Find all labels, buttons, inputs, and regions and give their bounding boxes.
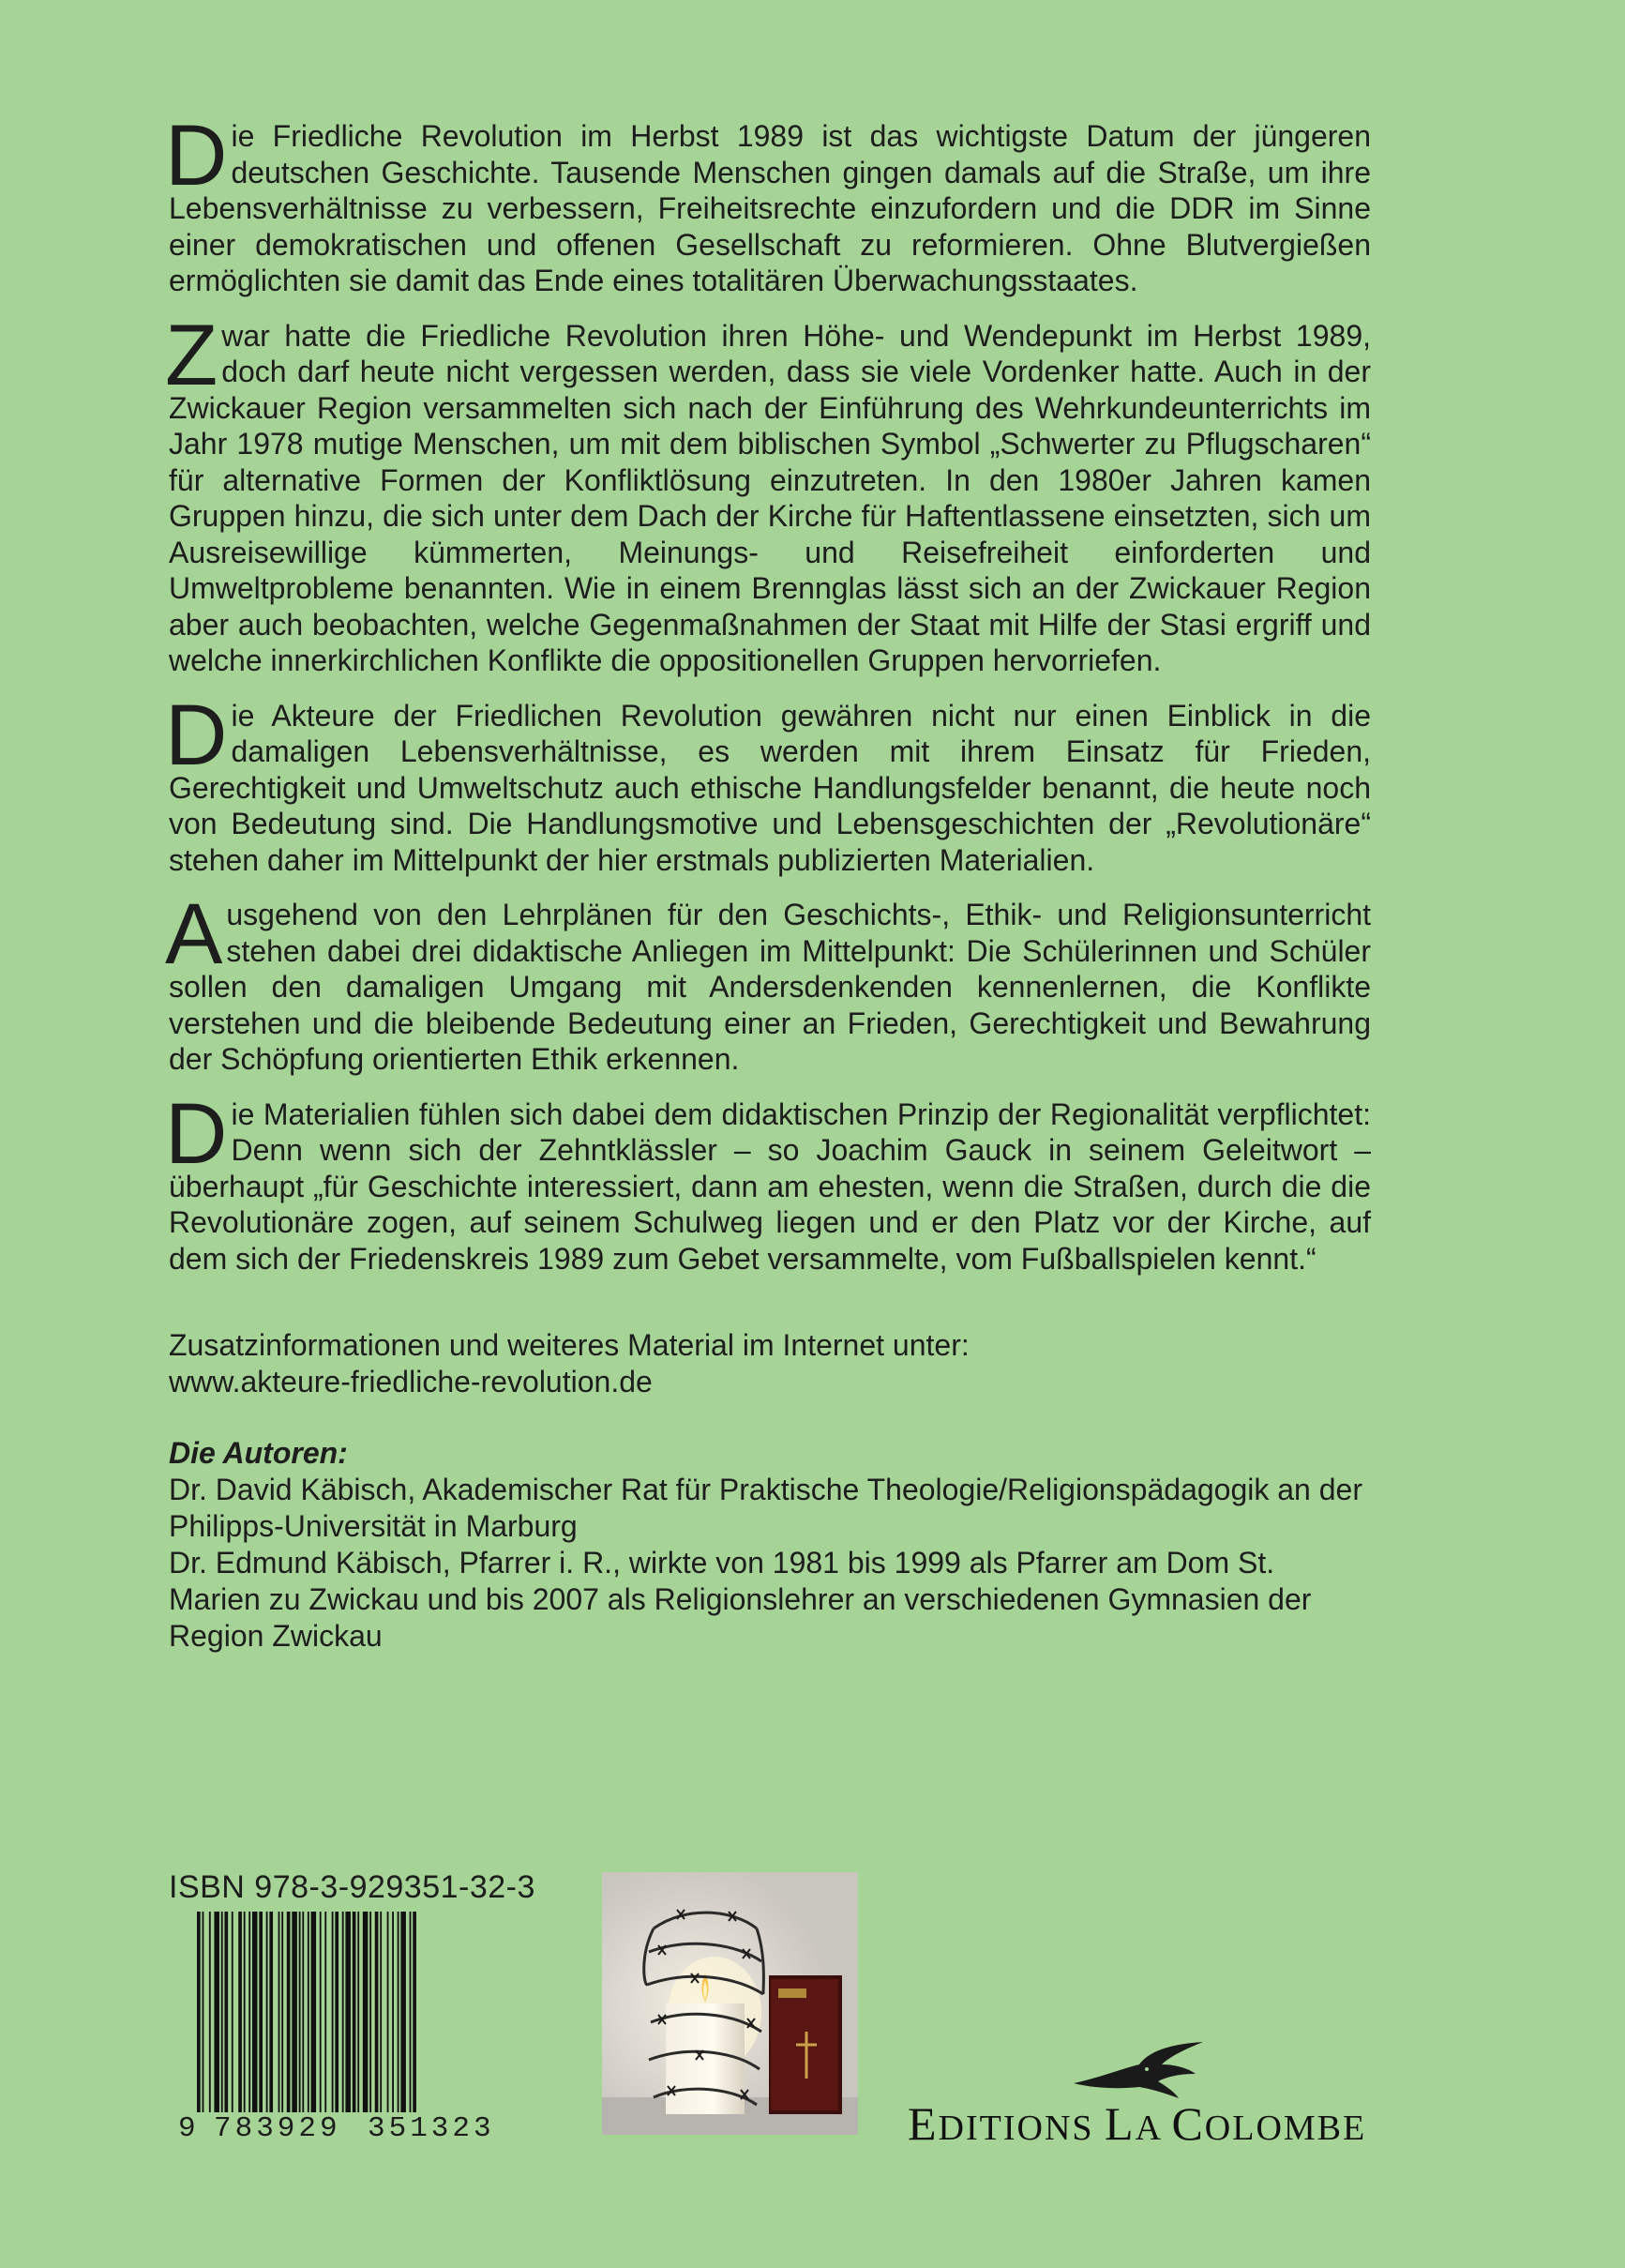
paragraph-text: ie Materialien fühlen sich dabei dem didaktischen Prinzip der Regionalität verpflichtet: Denn wenn sich der Zehntklässler – so Joachim Gauck in seinem Geleitwort – überhaupt „für Geschichte interessiert, dann am ehesten, wenn die Straßen, durch die die Revolutionäre zogen, auf seinem Schulweg liegen und er den Platz vor der Kirche, auf dem sich der Friedenskreis 1989 zum Gebet versammelte, vom Fußballspielen kennt.“ (169, 1096, 1371, 1276)
paragraph-text: ie Friedliche Revolution im Herbst 1989 ist das wichtigste Datum der jüngeren deutschen Geschichte. Tausende Menschen gingen damals auf die Straße, um ihre Lebensverhältnisse zu verbessern, Freiheitsrechte einzufordern und die DDR im Sinne einer demokratischen und offenen Gesellschaft zu reformieren. Ohne Blutvergießen ermöglichten sie damit das Ende eines totalitären Überwachungsstaates. (169, 119, 1371, 297)
authors-heading: Die Autoren: (169, 1436, 348, 1470)
dove-icon (1072, 2040, 1212, 2098)
drop-cap: A (165, 886, 223, 982)
paragraph-text: war hatte die Friedliche Revolution ihren Höhe- und Wendepunkt im Herbst 1989, doch darf heute nicht vergessen werden, dass sie viele Vordenker hatte. Auch in der Zwickauer Region versammelten sich nach der Einführung des Wehrkundeunterrichts im Jahr 1978 mutige Menschen, um mit dem biblischen Symbol „Schwerter zu Pflugscharen“ für alternative Formen der Konfliktlösung einzutreten. In den 1980er Jahren kamen Gruppen hinzu, die sich unter dem Dach der Kirche für Haftentlassene einsetzten, sich um Ausreisewillige kümmerten, Meinungs- und Reisefreiheit einforderten und Umweltprobleme benannten. Wie in einem Brennglas lässt sich an der Zwickauer Region aber auch beobachten, welche Gegenmaßnahmen der Staat mit Hilfe der Stasi ergriff und welche innerkirchlichen Konflikte die oppositionellen Gruppen hervorriefen. (169, 318, 1371, 677)
publisher-word-part: A (1135, 2109, 1161, 2148)
paragraph-4 (165, 886, 1371, 1078)
author-david: Dr. David Käbisch, Akademischer Rat für Praktische Theologie/Religionspädagogik an der Philipps-Universität in Marburg (169, 1473, 1362, 1543)
drop-cap: Z (165, 307, 218, 403)
barcode-digit-first: 9 (178, 2112, 196, 2145)
publisher-logo (908, 2040, 1377, 2150)
cover-photo (602, 1872, 858, 2135)
drop-cap: D (165, 108, 228, 204)
barcode-digit-group-1: 783929 (214, 2112, 341, 2145)
paragraph-text: ie Akteure der Friedlichen Revolution gewähren nicht nur einen Einblick in die damaligen Lebensverhältnisse, es werden mit ihrem Einsatz für Frieden, Gerechtigkeit und Umweltschutz auch ethische Handlungsfelder benannt, die heute noch von Bedeutung sind. Die Handlungsmotive und Lebensgeschichten der „Revolutionäre“ stehen daher im Mittelpunkt der hier erstmals publizierten Materialien. (169, 698, 1371, 877)
candle-barbed-wire-bible-photo (602, 1872, 858, 2135)
barcode-digit-group-2: 351323 (368, 2112, 495, 2145)
author-edmund: Dr. Edmund Käbisch, Pfarrer i. R., wirkte von 1981 bis 1999 als Pfarrer am Dom St. Marien zu Zwickau und bis 2007 als Religionslehrer an verschiedenen Gymnasien der Region Zwickau (169, 1546, 1312, 1653)
additional-info (169, 1327, 970, 1400)
publisher-initial-c: C (1171, 2097, 1205, 2150)
barcode-digits (159, 2107, 527, 2148)
barcode (159, 1912, 527, 2148)
publisher-initial-l: L (1105, 2097, 1136, 2150)
isbn-number: ISBN 978-3-929351-32-3 (169, 1869, 535, 1905)
paragraph-3 (165, 687, 1371, 879)
publisher-word-part: DITIONS (938, 2109, 1094, 2148)
website-url: www.akteure-friedliche-revolution.de (169, 1365, 653, 1399)
authors-section (169, 1435, 1371, 1655)
drop-cap: D (165, 1085, 228, 1182)
paragraph-text: usgehend von den Lehrplänen für den Geschichts-, Ethik- und Religionsunterricht stehen dabei drei didaktische Anliegen im Mittelpunkt: Die Schülerinnen und Schüler sollen den damaligen Umgang mit Andersdenkenden kennenlernen, die Konflikte verstehen und die bleibende Bedeutung einer an Frieden, Gerechtigkeit und Bewahrung der Schöpfung orientierten Ethik erkennen. (169, 898, 1371, 1076)
paragraph-5 (165, 1085, 1371, 1278)
publisher-word-part: OLOMBE (1204, 2109, 1367, 2148)
paragraph-2 (165, 307, 1371, 679)
info-text: Zusatzinformationen und weiteres Material im Internet unter: (169, 1328, 970, 1362)
drop-cap: D (165, 687, 228, 783)
paragraph-1 (165, 108, 1371, 299)
barcode-bars (197, 1912, 525, 2112)
publisher-name (908, 2096, 1377, 2151)
back-cover-text (165, 108, 1371, 1295)
publisher-initial-e: E (908, 2097, 939, 2150)
